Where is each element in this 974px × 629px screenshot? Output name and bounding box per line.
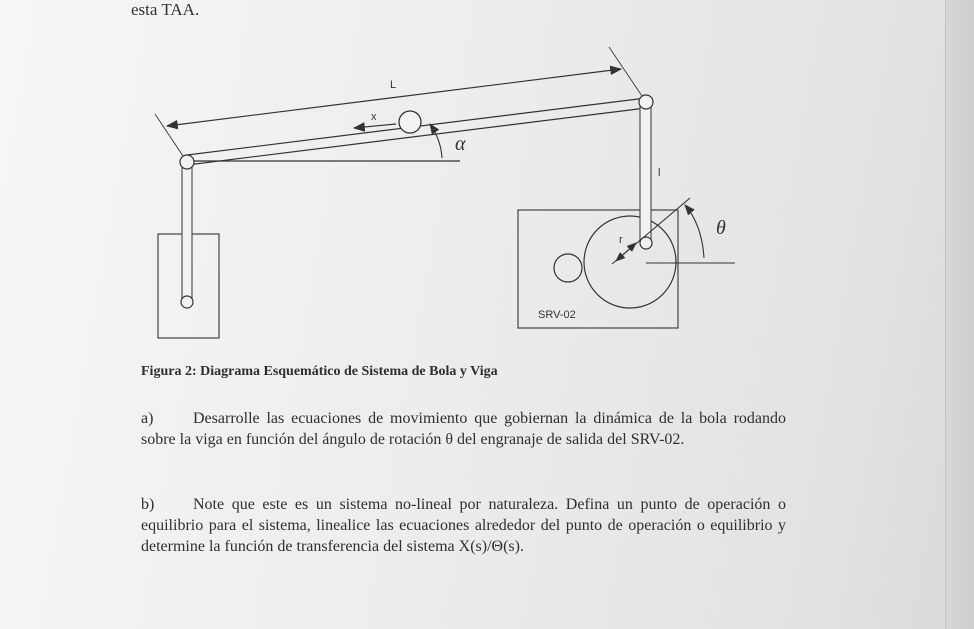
question-a-text: Desarrolle las ecuaciones de movimiento que gobiernan la dinámica de la bola rodando sobre la viga en función del ángulo de rotación θ del engranaje de salida del SRV-02. bbox=[141, 410, 786, 448]
label-L: L bbox=[390, 79, 397, 91]
label-alpha: α bbox=[455, 133, 466, 155]
question-b-marker: b) bbox=[141, 496, 155, 513]
question-a-marker: a) bbox=[141, 410, 154, 427]
question-a bbox=[141, 408, 786, 450]
question-b bbox=[141, 494, 786, 557]
label-theta: θ bbox=[716, 217, 726, 239]
theta-angle bbox=[612, 198, 735, 264]
alpha-angle bbox=[187, 124, 466, 161]
label-x: x bbox=[371, 111, 377, 123]
question-b-text: Note que este es un sistema no-lineal por naturaleza. Defina un punto de operación o equilibrio para el sistema, linealice las ecuaciones alrededor del punto de operación o equilibrio y determine la función de transferencia del sistema X(s)/Θ(s). bbox=[141, 496, 786, 555]
label-l: l bbox=[658, 167, 661, 179]
srv02-servo bbox=[518, 210, 678, 328]
length-dimension bbox=[155, 47, 646, 162]
left-support bbox=[158, 155, 219, 338]
figure-caption: Figura 2: Diagrama Esquemático de Sistema de Bola y Viga bbox=[141, 364, 498, 379]
label-srv: SRV-02 bbox=[538, 309, 576, 321]
label-r: r bbox=[619, 234, 623, 246]
header-text: esta TAA. bbox=[131, 0, 200, 19]
